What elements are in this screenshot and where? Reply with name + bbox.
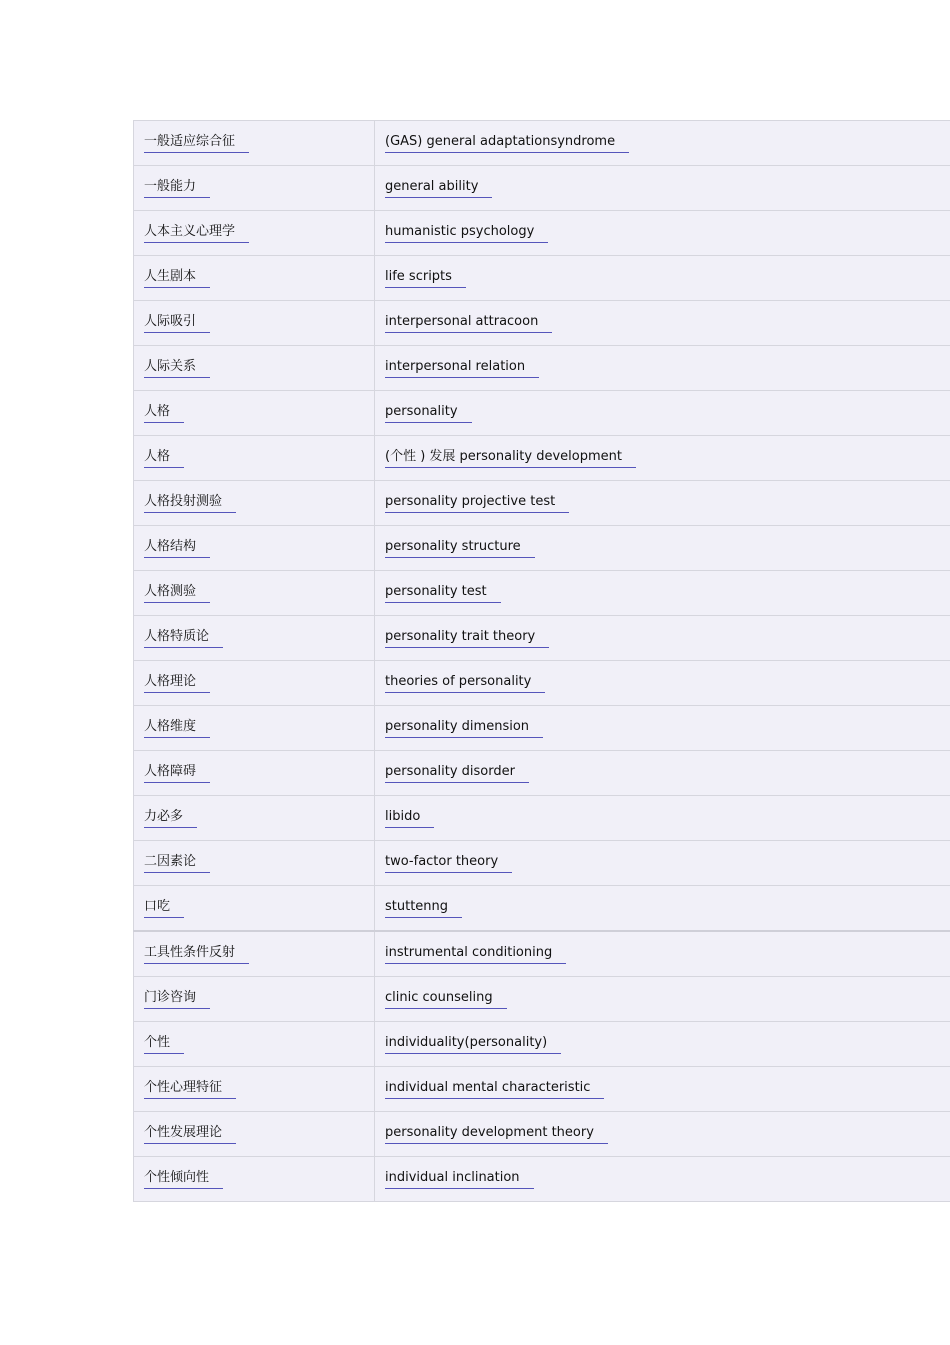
term-en-cell [375,841,950,886]
term-zh-cell [134,571,375,616]
term-zh: 人本主义心理学 [144,224,249,243]
term-en-cell [375,706,950,751]
table-row [134,571,950,616]
term-en-cell [375,931,950,977]
term-zh: 人际吸引 [144,314,210,333]
term-zh-cell [134,661,375,706]
term-zh: 人格结构 [144,539,210,558]
term-en-cell [375,1112,950,1157]
term-en-cell [375,1022,950,1067]
term-en: general ability [385,179,492,198]
term-en-cell [375,616,950,661]
term-en-cell [375,526,950,571]
table-row [134,121,950,166]
term-zh-cell [134,977,375,1022]
term-en-cell [375,391,950,436]
term-zh-cell [134,796,375,841]
term-zh-cell [134,346,375,391]
term-en: personality development theory [385,1125,608,1144]
table-row [134,301,950,346]
term-en-cell [375,346,950,391]
term-zh: 人生剧本 [144,269,210,288]
term-zh-cell [134,1022,375,1067]
term-zh: 个性心理特征 [144,1080,236,1099]
term-zh: 人格投射测验 [144,494,236,513]
table-row [134,796,950,841]
term-zh-cell [134,301,375,346]
term-zh-cell [134,391,375,436]
term-zh-cell [134,121,375,166]
table-row [134,1157,950,1202]
term-en: personality dimension [385,719,543,738]
glossary-table [133,120,950,1202]
term-en: two-factor theory [385,854,512,873]
term-zh: 一般能力 [144,179,210,198]
term-zh: 工具性条件反射 [144,945,249,964]
table-row [134,436,950,481]
term-zh-cell [134,841,375,886]
term-en-cell [375,661,950,706]
term-zh-cell [134,166,375,211]
term-en: theories of personality [385,674,545,693]
table-row [134,1112,950,1157]
table-row [134,931,950,977]
term-zh: 力必多 [144,809,197,828]
term-zh-cell [134,1067,375,1112]
term-zh: 一般适应综合征 [144,134,249,153]
table-row [134,166,950,211]
table-row [134,616,950,661]
term-zh: 门诊咨询 [144,990,210,1009]
glossary-body [134,121,950,1202]
term-zh-cell [134,526,375,571]
table-row [134,526,950,571]
table-row [134,841,950,886]
term-en: instrumental conditioning [385,945,566,964]
term-en-cell [375,796,950,841]
term-en-cell [375,751,950,796]
term-en-cell [375,481,950,526]
term-en: interpersonal attracoon [385,314,552,333]
term-en-cell [375,977,950,1022]
term-en-cell [375,211,950,256]
term-en: stuttenng [385,899,462,918]
term-en: life scripts [385,269,466,288]
term-zh-cell [134,256,375,301]
table-row [134,346,950,391]
term-zh: 人格 [144,449,184,468]
table-row [134,706,950,751]
term-en: personality [385,404,472,423]
table-row [134,391,950,436]
term-en: individual inclination [385,1170,534,1189]
term-zh-cell [134,1157,375,1202]
term-en: individual mental characteristic [385,1080,604,1099]
table-row [134,886,950,932]
term-zh-cell [134,706,375,751]
term-zh: 人格测验 [144,584,210,603]
term-zh-cell [134,481,375,526]
term-zh: 二因素论 [144,854,210,873]
term-zh: 人格理论 [144,674,210,693]
term-en-cell [375,1067,950,1112]
term-en: personality trait theory [385,629,549,648]
term-zh: 人格障碍 [144,764,210,783]
term-zh: 个性 [144,1035,184,1054]
table-row [134,256,950,301]
term-en: (GAS) general adaptationsyndrome [385,134,629,153]
term-en: individuality(personality) [385,1035,561,1054]
term-en-cell [375,1157,950,1202]
term-en-cell [375,886,950,932]
term-en: personality projective test [385,494,569,513]
term-en-cell [375,571,950,616]
term-zh-cell [134,886,375,932]
term-en: (个性 ) 发展 personality development [385,449,636,468]
table-row [134,211,950,256]
term-zh-cell [134,211,375,256]
table-row [134,481,950,526]
term-en: humanistic psychology [385,224,548,243]
term-en-cell [375,166,950,211]
table-row [134,1067,950,1112]
term-zh-cell [134,616,375,661]
term-en: personality structure [385,539,535,558]
term-en: personality test [385,584,501,603]
table-row [134,1022,950,1067]
term-zh-cell [134,436,375,481]
term-zh: 人格特质论 [144,629,223,648]
term-en-cell [375,301,950,346]
term-zh-cell [134,931,375,977]
term-en: libido [385,809,434,828]
term-zh: 人际关系 [144,359,210,378]
term-zh: 口吃 [144,899,184,918]
term-en: interpersonal relation [385,359,539,378]
term-zh: 个性倾向性 [144,1170,223,1189]
term-zh-cell [134,751,375,796]
term-zh: 个性发展理论 [144,1125,236,1144]
table-row [134,977,950,1022]
term-en: personality disorder [385,764,529,783]
table-row [134,751,950,796]
term-en: clinic counseling [385,990,507,1009]
term-zh: 人格 [144,404,184,423]
term-en-cell [375,121,950,166]
term-zh: 人格维度 [144,719,210,738]
term-en-cell [375,256,950,301]
term-zh-cell [134,1112,375,1157]
term-en-cell [375,436,950,481]
table-row [134,661,950,706]
